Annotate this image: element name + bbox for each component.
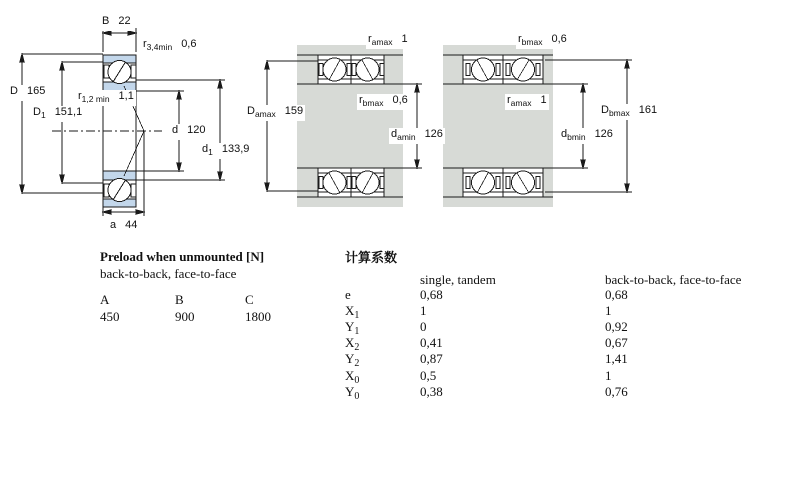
factor-row-single: 0,87 <box>420 351 443 366</box>
factor-row-paired: 1,41 <box>605 351 628 366</box>
single-bearing-cross-section <box>20 28 225 216</box>
factor-row-paired: 0,76 <box>605 384 628 399</box>
dim-label-d1: $d_1$ 133,9 <box>202 143 250 157</box>
dim-label-D1: $D_1$ 151,1 <box>33 106 83 120</box>
factor-row-single: 0 <box>420 319 427 334</box>
dim-label-r34min: $r_{3,4min}$ 0,6 <box>143 38 197 52</box>
preload-col-b: B <box>175 292 184 307</box>
factor-row-paired: 0,68 <box>605 287 628 302</box>
dim-label-rbmax-a: $r_{bmax}$ 0,6 <box>359 94 408 108</box>
factor-row-single: 0,41 <box>420 335 443 350</box>
dim-label-Damax: $D_{amax}$ 159 <box>247 105 304 119</box>
paired-bearing-figure-a <box>265 45 422 207</box>
factor-row-paired: 1 <box>605 303 612 318</box>
factor-row-label: e <box>345 287 351 302</box>
factor-row-single: 0,5 <box>420 368 437 383</box>
preload-col-a: A <box>100 292 110 307</box>
dim-label-rbmax-b: $r_{bmax}$ 0,6 <box>518 33 567 47</box>
factor-row-label: $X_2$ <box>345 335 360 353</box>
preload-col-c: C <box>245 292 254 307</box>
dim-label-ramax-a: $r_{amax}$ 1 <box>368 33 408 47</box>
factors-title: 计算系数 <box>345 250 398 265</box>
preload-value-b: 900 <box>175 309 195 324</box>
factor-row-single: 0,68 <box>420 287 443 302</box>
factor-row-paired: 0,67 <box>605 335 628 350</box>
factors-col2-header: back-to-back, face-to-face <box>605 272 742 287</box>
dim-label-damin: $d_{amin}$ 126 <box>391 128 443 142</box>
dim-label-a: a 44 <box>108 219 139 235</box>
dim-label-B: B 22 <box>100 15 133 31</box>
factor-row-label: $Y_0$ <box>345 384 360 402</box>
dim-label-D: D 165 <box>8 85 47 101</box>
dim-label-dbmin: $d_{bmin}$ 126 <box>561 128 613 142</box>
dim-label-ramax-b: $r_{amax}$ 1 <box>507 94 547 108</box>
preload-value-c: 1800 <box>245 309 271 324</box>
dim-label-r12min: $r_{1,2 min}$ 1,1 <box>78 90 134 104</box>
factor-row-paired: 1 <box>605 368 612 383</box>
factor-row-label: $X_0$ <box>345 368 360 386</box>
factors-col1-header: single, tandem <box>420 272 496 287</box>
dim-label-Dbmax: $D_{bmax}$ 161 <box>601 104 658 118</box>
factor-row-label: $Y_1$ <box>345 319 360 337</box>
factor-row-single: 0,38 <box>420 384 443 399</box>
factor-row-single: 1 <box>420 303 427 318</box>
factor-row-label: $Y_2$ <box>345 351 360 369</box>
preload-subtitle: back-to-back, face-to-face <box>100 266 237 281</box>
factor-row-label: $X_1$ <box>345 303 360 321</box>
factor-row-paired: 0,92 <box>605 319 628 334</box>
preload-value-a: 450 <box>100 309 120 324</box>
dim-label-d: d 120 <box>170 124 207 140</box>
paired-bearing-figure-b <box>443 45 632 207</box>
preload-title: Preload when unmounted [N] <box>100 249 265 264</box>
